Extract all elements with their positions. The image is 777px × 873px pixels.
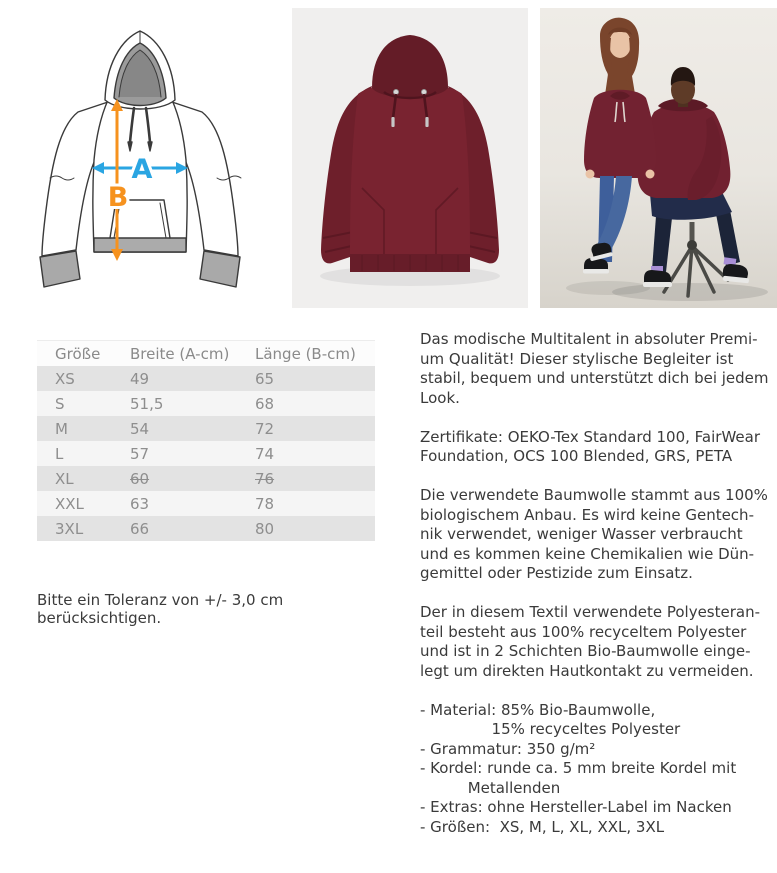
table-row-xl	[37, 466, 375, 491]
size-cell: XL	[55, 469, 74, 488]
table-row-3xl	[37, 516, 375, 541]
breite-cell: 54	[130, 419, 150, 438]
size-table-header-row	[37, 341, 375, 366]
table-row-s	[37, 391, 375, 416]
description-line: und ist in 2 Schichten Bio-Baumwolle einge-	[420, 642, 751, 660]
breite-cell: 49	[130, 369, 150, 388]
description-line: Der in diesem Textil verwendete Polyesteran-	[420, 603, 761, 621]
spec-line-kordel: - Kordel: runde ca. 5 mm breite Kordel mit	[420, 759, 737, 777]
laenge-cell: 74	[255, 444, 275, 463]
description-line: teil besteht aus 100% recyceltem Polyester	[420, 622, 747, 641]
burgundy-hoodie-image	[292, 8, 528, 308]
table-row-xs	[37, 366, 375, 391]
tolerance-note: Bitte ein Toleranz von +/- 3,0 cm berücksichtigen.	[37, 591, 284, 627]
laenge-cell: 68	[255, 394, 275, 413]
description-line: nik verwendet, weniger Wasser verbraucht	[420, 525, 743, 543]
description-line: Das modische Multitalent in absoluter Premi-	[420, 330, 758, 348]
col-header-breite: Breite (A-cm)	[130, 344, 230, 363]
description-line: Look.	[420, 388, 460, 407]
breite-cell: 60	[130, 469, 150, 488]
description-line: gemittel oder Pestizide zum Einsatz.	[420, 564, 693, 582]
description-line: Foundation, OCS 100 Blended, GRS, PETA	[420, 447, 733, 465]
description-line: um Qualität! Dieser stylische Begleiter ist	[420, 349, 734, 368]
description-line: stabil, bequem und unterstützt dich bei jedem	[420, 369, 769, 387]
laenge-cell: 65	[255, 369, 275, 388]
col-header-laenge: Länge (B-cm)	[255, 344, 356, 363]
size-cell: S	[55, 394, 65, 413]
col-header-groesse: Größe	[55, 344, 101, 363]
spec-line-extras: - Extras: ohne Hersteller-Label im Nacken	[420, 798, 732, 816]
size-cell: L	[55, 444, 64, 463]
laenge-cell: 76	[255, 469, 275, 488]
breite-cell: 57	[130, 444, 150, 463]
product-photo	[292, 8, 528, 308]
table-row-l	[37, 441, 375, 466]
size-cell: 3XL	[55, 519, 84, 538]
breite-cell: 66	[130, 519, 150, 538]
laenge-cell: 72	[255, 419, 275, 438]
size-cell: XXL	[55, 494, 84, 513]
description-line: legt um direkten Hautkontakt zu vermeiden.	[420, 661, 754, 680]
size-table	[37, 340, 375, 541]
hoodie-line-drawing	[30, 10, 285, 310]
description-line: biologischem Anbau. Es wird keine Gentech-	[420, 505, 754, 524]
table-row-xxl	[37, 491, 375, 516]
table-row-m	[37, 416, 375, 441]
size-cell: XS	[55, 369, 75, 388]
breite-cell: 63	[130, 494, 150, 513]
description-paragraph-cotton	[420, 486, 772, 584]
description-line: und es kommen keine Chemikalien wie Dün-	[420, 544, 755, 563]
description-spec-list	[420, 701, 772, 838]
spec-line-material-2: 15% recyceltes Polyester	[420, 720, 681, 738]
spec-line-groessen: - Größen: XS, M, L, XL, XXL, 3XL	[420, 817, 665, 836]
width-label-a: A	[131, 154, 153, 185]
spec-line-kordel-2: Metallenden	[420, 778, 561, 797]
spec-line-material: - Material: 85% Bio-Baumwolle,	[420, 700, 656, 719]
description-paragraph-intro	[420, 330, 772, 408]
description-line: Die verwendete Baumwolle stammt aus 100%	[420, 486, 768, 504]
size-cell: M	[55, 419, 68, 438]
laenge-cell: 78	[255, 494, 275, 513]
spec-line-grammatur: - Grammatur: 350 g/m²	[420, 739, 596, 758]
laenge-cell: 80	[255, 519, 275, 538]
description-line: Zertifikate: OEKO-Tex Standard 100, FairWear	[420, 427, 760, 446]
description-paragraph-certificates	[420, 428, 772, 467]
breite-cell: 51,5	[130, 394, 164, 413]
length-label-b: B	[107, 182, 129, 213]
size-guide-diagram	[30, 10, 285, 310]
product-description	[420, 330, 772, 837]
two-models-wearing-hoodies-image	[540, 8, 777, 308]
description-paragraph-polyester	[420, 603, 772, 681]
models-photo	[540, 8, 777, 308]
